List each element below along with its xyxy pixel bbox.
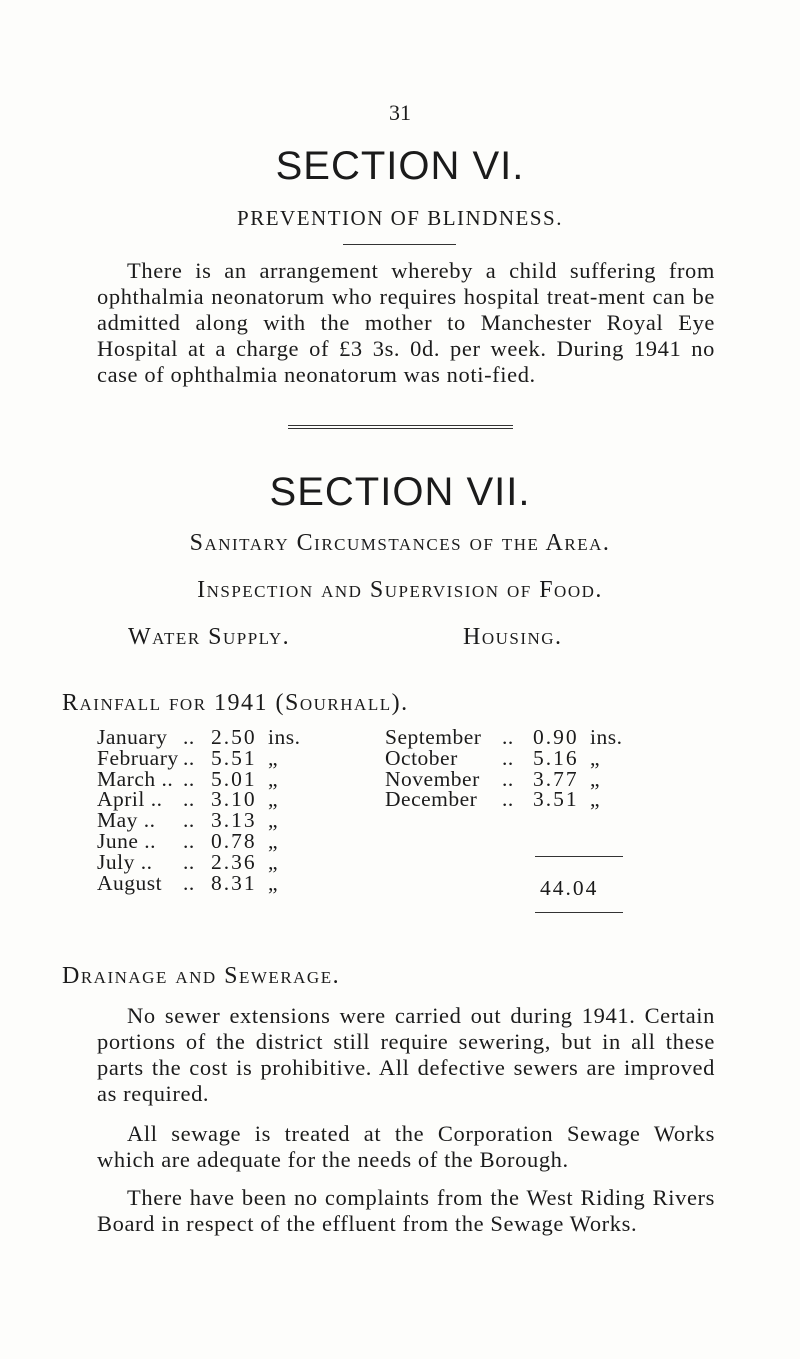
total-rule-bottom [535,912,623,913]
rainfall-value: 5.51 [211,745,257,770]
rainfall-value: 5.16 [533,745,579,770]
rainfall-unit: „ [590,745,601,770]
rainfall-unit: „ [268,745,279,770]
rainfall-unit: „ [268,870,279,895]
section-6-subtitle: PREVENTION OF BLINDNESS. [237,206,563,230]
rainfall-month: March .. [97,766,174,791]
drainage-heading: Drainage and Sewerage. [62,963,341,989]
rainfall-month: February [97,745,179,770]
rainfall-leader: .. [183,870,195,895]
rainfall-leader: .. [183,829,195,853]
rainfall-month: October [385,745,458,770]
rainfall-month: May .. [97,808,156,833]
subheading-inspection-food: Inspection and Supervision of Food. [197,577,603,603]
rainfall-month: June .. [97,829,157,853]
rainfall-leader: .. [183,725,195,749]
rainfall-month: April .. [97,787,163,812]
rainfall-heading: Rainfall for 1941 (Sourhall). [62,690,409,716]
page-number: 31 [389,100,411,125]
rainfall-unit: „ [590,766,601,791]
rainfall-value: 0.90 [533,725,579,749]
rainfall-value: 3.13 [211,808,257,833]
rainfall-value: 3.10 [211,787,257,812]
rainfall-month: December [385,787,478,812]
rainfall-unit: „ [590,787,601,812]
rainfall-month: September [385,725,482,749]
rainfall-leader: .. [502,725,514,749]
section-6-title: SECTION VI. [275,144,525,188]
rainfall-month: August [97,870,163,895]
section-divider-double-rule [288,425,513,429]
rainfall-unit: ins. [268,725,301,749]
rainfall-unit: „ [268,808,279,833]
drainage-paragraph-2: All sewage is treated at the Corporation Sewage Works which are adequate for the needs of the Borough. [97,1121,715,1172]
rainfall-value: 3.51 [533,787,579,812]
rainfall-month: July .. [97,849,153,874]
rainfall-unit: ins. [590,725,623,749]
rainfall-leader: .. [183,849,195,874]
section-6-paragraph: There is an arrangement whereby a child suffering from ophthalmia neonatorum who requires hospital treat-ment can be admitted along with the mother to Manchester Royal Eye Hospital at a charge of £3 3s. 0d. per week. During 1941 no case of ophthalmia neonatorum was noti-fied. [97,258,715,387]
rainfall-unit: „ [268,766,279,791]
section-7-title: SECTION VII. [269,470,531,514]
total-rule-top [535,856,623,857]
rainfall-leader: .. [183,766,195,791]
rainfall-unit: „ [268,829,279,853]
rainfall-total [540,876,598,901]
rainfall-unit: „ [268,787,279,812]
rainfall-value: 0.78 [211,829,257,853]
rainfall-leader: .. [502,787,514,812]
divider-rule [343,244,456,245]
rainfall-leader: .. [183,745,195,770]
subheading-sanitary: Sanitary Circumstances of the Area. [189,530,611,556]
rainfall-value: 2.50 [211,725,257,749]
rainfall-leader: .. [183,787,195,812]
subheading-housing: Housing. [463,624,563,650]
rainfall-value: 3.77 [533,766,579,791]
subheading-water-supply: Water Supply. [128,624,291,650]
rainfall-month: November [385,766,480,791]
rainfall-value: 2.36 [211,849,257,874]
rainfall-value: 8.31 [211,870,257,895]
rainfall-leader: .. [183,808,195,833]
rainfall-value: 5.01 [211,766,257,791]
drainage-paragraph-1: No sewer extensions were carried out during 1941. Certain portions of the district still require sewering, but in all these parts the cost is prohibitive. All defective sewers are improved as required. [97,1003,715,1106]
rainfall-leader: .. [502,766,514,791]
rainfall-leader: .. [502,745,514,770]
rainfall-unit: „ [268,849,279,874]
drainage-paragraph-3: There have been no complaints from the West Riding Rivers Board in respect of the effluent from the Sewage Works. [97,1185,715,1236]
rainfall-total-value: 44.04 [540,876,599,900]
rainfall-month: January [97,725,168,749]
